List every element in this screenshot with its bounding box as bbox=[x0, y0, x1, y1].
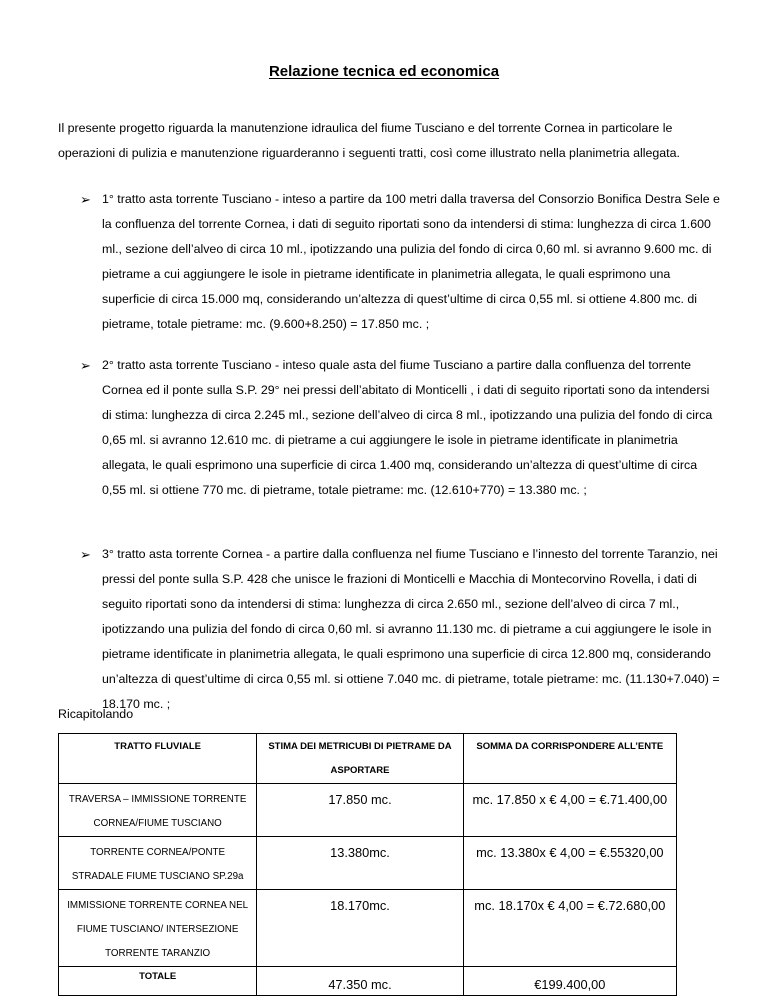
cell-somma: mc. 18.170x € 4,00 = €.72.680,00 bbox=[463, 890, 676, 967]
list-item bbox=[80, 542, 720, 717]
list-item-text: 1° tratto asta torrente Tusciano - inteso a partire da 100 metri dalla traversa del Consorzio Bonifica Destra Sele e la confluenza del torrente Cornea, i dati di seguito riportati sono da intendersi di stima: lunghezza di circa 1.600 ml., sezione dell’alveo di circa 10 ml., ipotizzando una pulizia del fondo di circa 0,60 ml. si avranno 9.600 mc. di pietrame a cui aggiungere le isole in pietrame identificate in planimetria allegata, le quali esprimono una superficie di circa 15.000 mq, considerando un’altezza di quest’ultime di circa 0,55 ml. si ottiene 4.800 mc. di pietrame, totale pietrame: mc. (9.600+8.250) = 17.850 mc. ; bbox=[102, 192, 720, 331]
intro-paragraph: Il presente progetto riguarda la manutenzione idraulica del fiume Tusciano e del torrente Cornea in particolare le operazioni di pulizia e manutenzione riguarderanno i seguenti tratti, così come illustrato nella planimetria allegata. bbox=[58, 121, 680, 160]
total-label: TOTALE bbox=[59, 967, 257, 996]
column-header-somma: SOMMA DA CORRISPONDERE ALL’ENTE bbox=[463, 734, 676, 784]
arrow-bullet-icon: ➢ bbox=[80, 358, 91, 373]
cell-tratto: TRAVERSA – IMMISSIONE TORRENTE CORNEA/FIUME TUSCIANO bbox=[59, 784, 257, 837]
column-header-tratto: TRATTO FLUVIALE bbox=[59, 734, 257, 784]
table-row bbox=[59, 784, 677, 837]
table-row bbox=[59, 890, 677, 967]
total-somma: €199.400,00 bbox=[463, 967, 676, 996]
table-row bbox=[59, 837, 677, 890]
document-title: Relazione tecnica ed economica bbox=[268, 63, 500, 80]
cell-somma: mc. 13.380x € 4,00 = €.55320,00 bbox=[463, 837, 676, 890]
summary-table bbox=[58, 733, 677, 996]
list-item bbox=[80, 353, 720, 503]
arrow-bullet-icon: ➢ bbox=[80, 192, 91, 207]
arrow-bullet-icon: ➢ bbox=[80, 547, 91, 562]
cell-stima: 17.850 mc. bbox=[257, 784, 463, 837]
cell-tratto: IMMISSIONE TORRENTE CORNEA NEL FIUME TUSCIANO/ INTERSEZIONE TORRENTE TARANZIO bbox=[59, 890, 257, 967]
cell-stima: 13.380mc. bbox=[257, 837, 463, 890]
list-item-text: 2° tratto asta torrente Tusciano - inteso quale asta del fiume Tusciano a partire dalla confluenza del torrente Cornea ed il ponte sulla S.P. 29° nei pressi dell’abitato di Monticelli , i dati di seguito riportati sono da intendersi di stima: lunghezza di circa 2.245 ml., sezione dell’alveo di circa 8 ml., ipotizzando una pulizia del fondo di circa 0,65 ml. si avranno 12.610 mc. di pietrame a cui aggiungere le isole in pietrame identificate in planimetria allegata, le quali esprimono una superficie di circa 1.400 mq, considerando un’altezza di quest’ultime di circa 0,55 ml. si ottiene 770 mc. di pietrame, totale pietrame: mc. (12.610+770) = 13.380 mc. ; bbox=[102, 358, 713, 497]
list-item-text: 3° tratto asta torrente Cornea - a partire dalla confluenza nel fiume Tusciano e l’innesto del torrente Taranzio, nei pressi del ponte sulla S.P. 428 che unisce le frazioni di Monticelli e Macchia di Montecorvino Rovella, i dati di seguito riportati sono da intendersi di stima: lunghezza di circa 2.650 ml., sezione dell’alveo di circa 7 ml., ipotizzando una pulizia del fondo di circa 0,60 ml. si avranno 11.130 mc. di pietrame a cui aggiungere le isole in pietrame identificate in planimetria allegata, le quali esprimono una superficie di circa 12.800 mq, considerando un’altezza di quest’ultime di circa 0,55 ml. si ottiene 7.040 mc. di pietrame, totale pietrame: mc. (11.130+7.040) = 18.170 mc. ; bbox=[102, 547, 720, 711]
cell-somma: mc. 17.850 x € 4,00 = €.71.400,00 bbox=[463, 784, 676, 837]
list-item bbox=[80, 187, 720, 337]
total-stima: 47.350 mc. bbox=[257, 967, 463, 996]
table-header-row bbox=[59, 734, 677, 784]
recap-label: Ricapitolando bbox=[58, 707, 134, 721]
table-total-row bbox=[59, 967, 677, 996]
column-header-stima: STIMA DEI METRICUBI DI PIETRAME DA ASPORTARE bbox=[257, 734, 463, 784]
cell-tratto: TORRENTE CORNEA/PONTE STRADALE FIUME TUSCIANO SP.29a bbox=[59, 837, 257, 890]
cell-stima: 18.170mc. bbox=[257, 890, 463, 967]
